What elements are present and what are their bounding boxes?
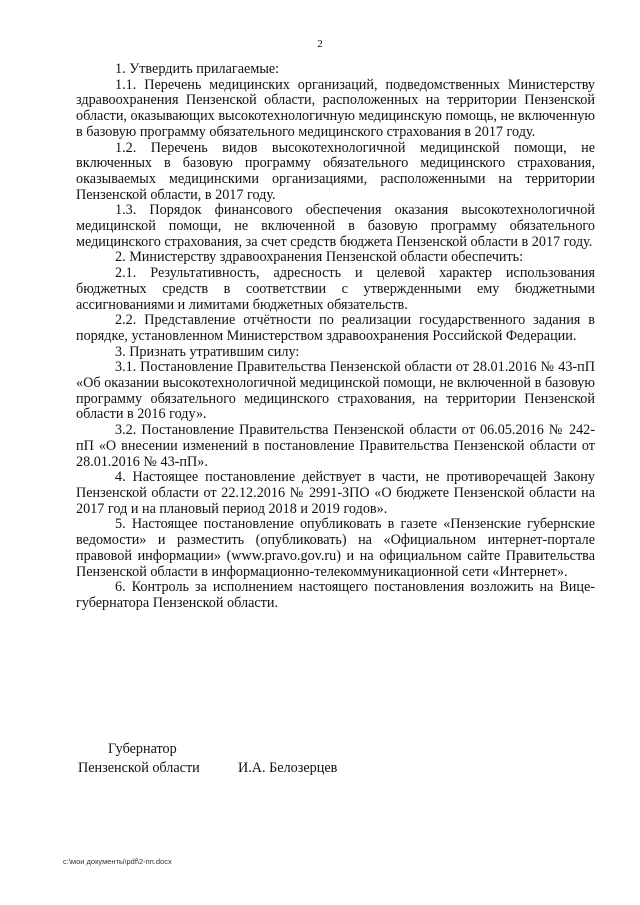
paragraph-2-2: 2.2. Представление отчётности по реализации государственного задания в порядке, установленном Министерством здравоохранения Российской Федерации.	[76, 312, 595, 344]
file-path-footer: c:\мои документы\pdf\2-пп.docx	[63, 857, 172, 866]
paragraph-5: 5. Настоящее постановление опубликовать в газете «Пензенские губернские ведомости» и разместить (опубликовать) на «Официальном интернет-портале правовой информации» (www.pravo.gov.ru) и на официальном сайте Правительства Пензенской области в информационно-телекоммуникационной сети «Интернет».	[76, 516, 595, 580]
paragraph-2: 2. Министерству здравоохранения Пензенской области обеспечить:	[115, 249, 524, 266]
document-body	[76, 62, 595, 612]
paragraph-1-1: 1.1. Перечень медицинских организаций, подведомственных Министерству здравоохранения Пензенской области, расположенных на территории Пензенской области, оказывающих высокотехнологичную медицинскую помощь, не включенную в базовую программу обязательного медицинского страхования в 2017 году.	[76, 76, 595, 140]
signature-block	[78, 740, 337, 778]
page-number: 2	[317, 38, 323, 50]
paragraph-3-2: 3.2. Постановление Правительства Пензенской области от 06.05.2016 № 242-пП «О внесении изменений в постановление Правительства Пензенской области от 28.01.2016 № 43-пП».	[76, 422, 595, 470]
signatory-title-line1: Губернатор	[108, 741, 177, 757]
signatory-title-line2: Пензенской области	[78, 760, 200, 776]
paragraph-1-3: 1.3. Порядок финансового обеспечения оказания высокотехнологичной медицинской помощи, не включенной в базовую программу обязательного медицинского страхования, за счет средств бюджета Пензенской области в 2017 году.	[76, 202, 595, 250]
signature-row	[78, 759, 337, 778]
paragraph-3-1: 3.1. Постановление Правительства Пензенской области от 28.01.2016 № 43-пП «Об оказании высокотехнологичной медицинской помощи, не включенной в базовую программу обязательного медицинского страхования, на территории Пензенской области в 2016 году».	[76, 359, 595, 423]
signatory-name: И.А. Белозерцев	[238, 760, 338, 776]
paragraph-4: 4. Настоящее постановление действует в части, не противоречащей Закону Пензенской области от 22.12.2016 № 2991-ЗПО «О бюджете Пензенской области на 2017 год и на плановый период 2018 и 2019 годов».	[76, 469, 595, 517]
paragraph-1-2: 1.2. Перечень видов высокотехнологичной медицинской помощи, не включенных в базовую программу обязательного медицинского страхования, оказываемых медицинскими организациями, расположенными на территории Пензенской области, в 2017 году.	[76, 139, 595, 203]
paragraph-1: 1. Утвердить прилагаемые:	[115, 61, 280, 77]
paragraph-3: 3. Признать утратившим силу:	[115, 343, 300, 360]
paragraph-6: 6. Контроль за исполнением настоящего постановления возложить на Вице-губернатора Пензенской области.	[76, 579, 595, 611]
paragraph-2-1: 2.1. Результативность, адресность и целевой характер использования бюджетных средств в соответствии с утвержденными ему бюджетными ассигнованиями и лимитами бюджетных обязательств.	[76, 265, 595, 313]
